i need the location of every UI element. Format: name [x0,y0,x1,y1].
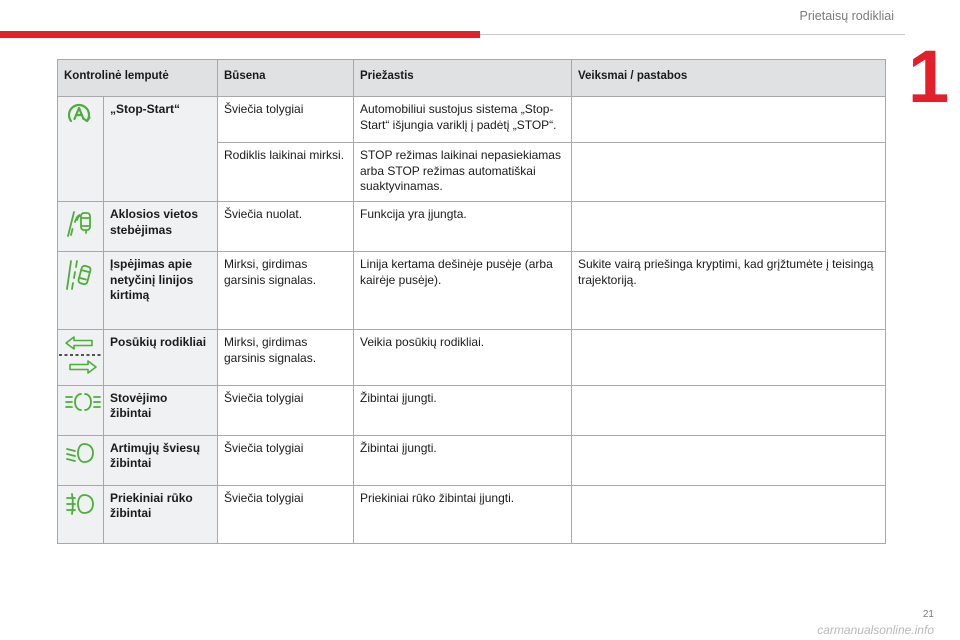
lamp-state: Šviečia tolygiai [218,485,354,543]
header-state: Būsena [218,60,354,97]
lamp-action [572,435,886,485]
stop-start-icon [64,102,94,126]
lamp-state: Šviečia tolygiai [218,97,354,143]
dipped-beam-icon [64,441,98,465]
table-row [58,385,886,435]
watermark: carmanualsonline.info [817,623,934,637]
lamp-name: Posūkių rodikliai [104,330,218,386]
lamp-state: Mirksi, girdimas garsinis signalas. [218,330,354,386]
blind-spot-monitoring-icon [64,207,96,239]
lamp-action [572,97,886,143]
lamp-action [572,485,886,543]
lamp-state: Šviečia tolygiai [218,385,354,435]
sidelights-icon [64,391,102,413]
lamp-action [572,385,886,435]
lamp-cause: Priekiniai rūko žibintai įjungti. [354,485,572,543]
lamp-action: Sukite vairą priešinga kryptimi, kad grįžtumėte į teisingą trajektoriją. [572,252,886,330]
header-rule [480,34,905,35]
table-row [58,252,886,330]
lamp-state: Šviečia tolygiai [218,435,354,485]
page-number: 21 [922,609,934,620]
warning-lamps-table [57,59,886,544]
section-title: Prietaisų rodikliai [799,9,894,23]
lamp-name: Stovėjimo žibintai [104,385,218,435]
table-row [58,202,886,252]
table-row [58,330,886,386]
lamp-name: Priekiniai rūko žibintai [104,485,218,543]
header-red-bar [0,31,480,38]
lane-departure-warning-icon [64,257,96,293]
table-row [58,485,886,543]
front-fog-lamp-icon [64,491,98,517]
lamp-name: „Stop-Start“ [104,97,218,202]
lamp-state: Rodiklis laikinai mirksi. [218,143,354,202]
lamp-cause: Žibintai įjungti. [354,435,572,485]
lamp-cause: STOP režimas laikinai nepasiekiamas arba STOP režimas automatiškai suaktyvinamas. [354,143,572,202]
table-row [58,97,886,143]
lamp-state: Šviečia nuolat. [218,202,354,252]
lamp-cause: Žibintai įjungti. [354,385,572,435]
lamp-action [572,330,886,386]
turn-signal-arrows-icon [58,334,104,376]
table-header-row [58,60,886,97]
lamp-name: Artimųjų šviesų žibintai [104,435,218,485]
lamp-action [572,143,886,202]
header-action: Veiksmai / pastabos [572,60,886,97]
header-cause: Priežastis [354,60,572,97]
lamp-state: Mirksi, girdimas garsinis signalas. [218,252,354,330]
lamp-name: Įspėjimas apie netyčinį linijos kirtimą [104,252,218,330]
lamp-cause: Linija kertama dešinėje pusėje (arba kairėje pusėje). [354,252,572,330]
lamp-cause: Veikia posūkių rodikliai. [354,330,572,386]
header-lamp: Kontrolinė lemputė [58,60,218,97]
table-row [58,435,886,485]
chapter-number: 1 [908,35,950,118]
lamp-action [572,202,886,252]
lamp-name: Aklosios vietos stebėjimas [104,202,218,252]
lamp-cause: Automobiliui sustojus sistema „Stop-Start“ išjungia variklį į padėtį „STOP“. [354,97,572,143]
lamp-cause: Funkcija yra įjungta. [354,202,572,252]
